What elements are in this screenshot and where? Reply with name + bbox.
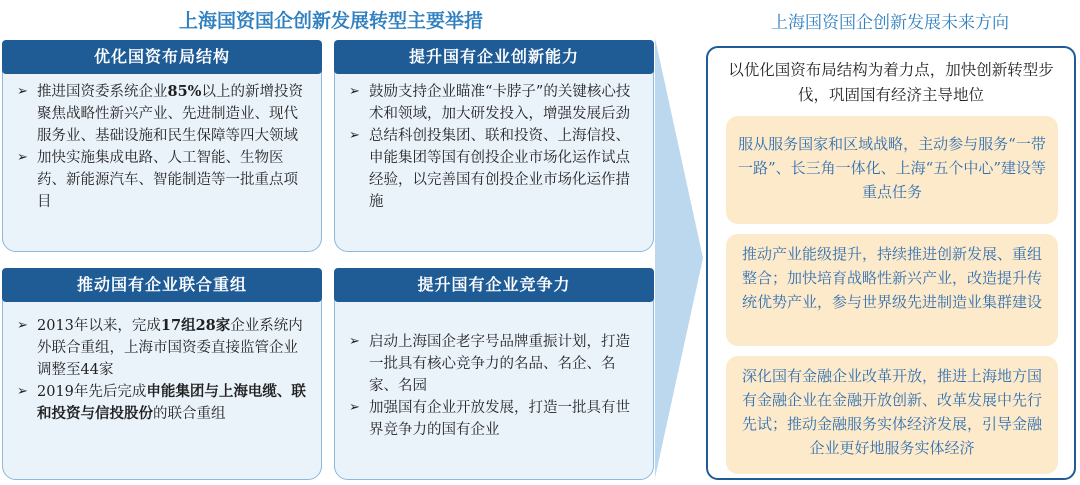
arrow-bullet-icon: ➢ (349, 400, 360, 415)
arrow-bullet-icon: ➢ (17, 384, 28, 399)
panel-header: 提升国有企业创新能力 (334, 40, 654, 74)
bullet-text: 鼓励支持企业瞄准“卡脖子”的关键核心技术和领域，加大研发投入，增强发展后劲 (369, 84, 631, 122)
right-arrow-shape (655, 38, 703, 478)
bullet-item (349, 81, 643, 125)
bullet-item (349, 125, 643, 213)
bullet-item (349, 397, 643, 441)
arrow-bullet-icon: ➢ (349, 334, 360, 349)
bullet-text: 2019年先后完成申能集团与上海电缆、联和投资与信投股份的联合重组 (37, 383, 306, 422)
future-direction-intro: 以优化国资布局结构为着力点，加快创新转型步伐，巩固国有经济主导地位 (728, 61, 1054, 104)
bullet-text: 加强国有企业开放发展，打造一批具有世界竞争力的国有企业 (369, 400, 630, 438)
bullet-text: 推进国资委系统企业85%以上的新增投资聚焦战略性新兴产业、先进制造业、现代服务业、基础设施和民生保障等四大领域 (37, 83, 303, 144)
bullet-item (17, 81, 311, 147)
arrow-bullet-icon: ➢ (17, 150, 28, 165)
direction-card: 深化国有金融企业改革开放，推进上海地方国有金融企业在金融开放创新、改革发展中先行先试；推动金融服务实体经济发展，引导金融企业更好地服务实体经济 (726, 356, 1058, 474)
direction-card: 服从服务国家和区域战略，主动参与服务“一带一路”、长三角一体化、上海“五个中心”建设等重点任务 (726, 116, 1058, 224)
arrow-bullet-icon: ➢ (349, 128, 360, 143)
panel-header: 优化国资布局结构 (2, 40, 322, 74)
bullet-item (17, 381, 311, 425)
arrow-bullet-icon: ➢ (17, 84, 28, 99)
panel-restructuring (2, 268, 322, 480)
bullet-item (349, 331, 643, 397)
arrow-bullet-icon: ➢ (349, 84, 360, 99)
arrow-bullet-icon: ➢ (17, 318, 28, 333)
bullet-text: 总结科创投集团、联和投资、上海信投、申能集团等国有创投企业市场化运作试点经验，以完善国有创投企业市场化运作措施 (369, 128, 630, 210)
direction-card: 推动产业能级提升，持续推进创新发展、重组整合；加快培育战略性新兴产业，改造提升传统优势产业，参与世界级先进制造业集群建设 (726, 234, 1058, 346)
panel-optimize-layout (2, 40, 322, 252)
bullet-text: 2013年以来，完成17组28家企业系统内外联合重组，上海市国资委直接监管企业调整至44家 (37, 317, 303, 378)
arrow-body (655, 38, 703, 478)
bullet-item (17, 147, 311, 213)
left-section-title: 上海国资国企创新发展转型主要举措 (178, 10, 483, 32)
bullet-item (17, 315, 311, 381)
panel-header: 提升国有企业竞争力 (334, 268, 654, 302)
panel-header: 推动国有企业联合重组 (2, 268, 322, 302)
panel-innovation-capacity (334, 40, 654, 252)
bullet-text: 启动上海国企老字号品牌重振计划，打造一批具有核心竞争力的名品、名企、名家、名园 (369, 334, 630, 394)
panel-competitiveness (334, 268, 654, 480)
right-section-title: 上海国资国企创新发展未来方向 (771, 13, 1009, 33)
bullet-text: 加快实施集成电路、人工智能、生物医药、新能源汽车、智能制造等一批重点项目 (37, 150, 298, 210)
future-direction-box (706, 46, 1076, 480)
